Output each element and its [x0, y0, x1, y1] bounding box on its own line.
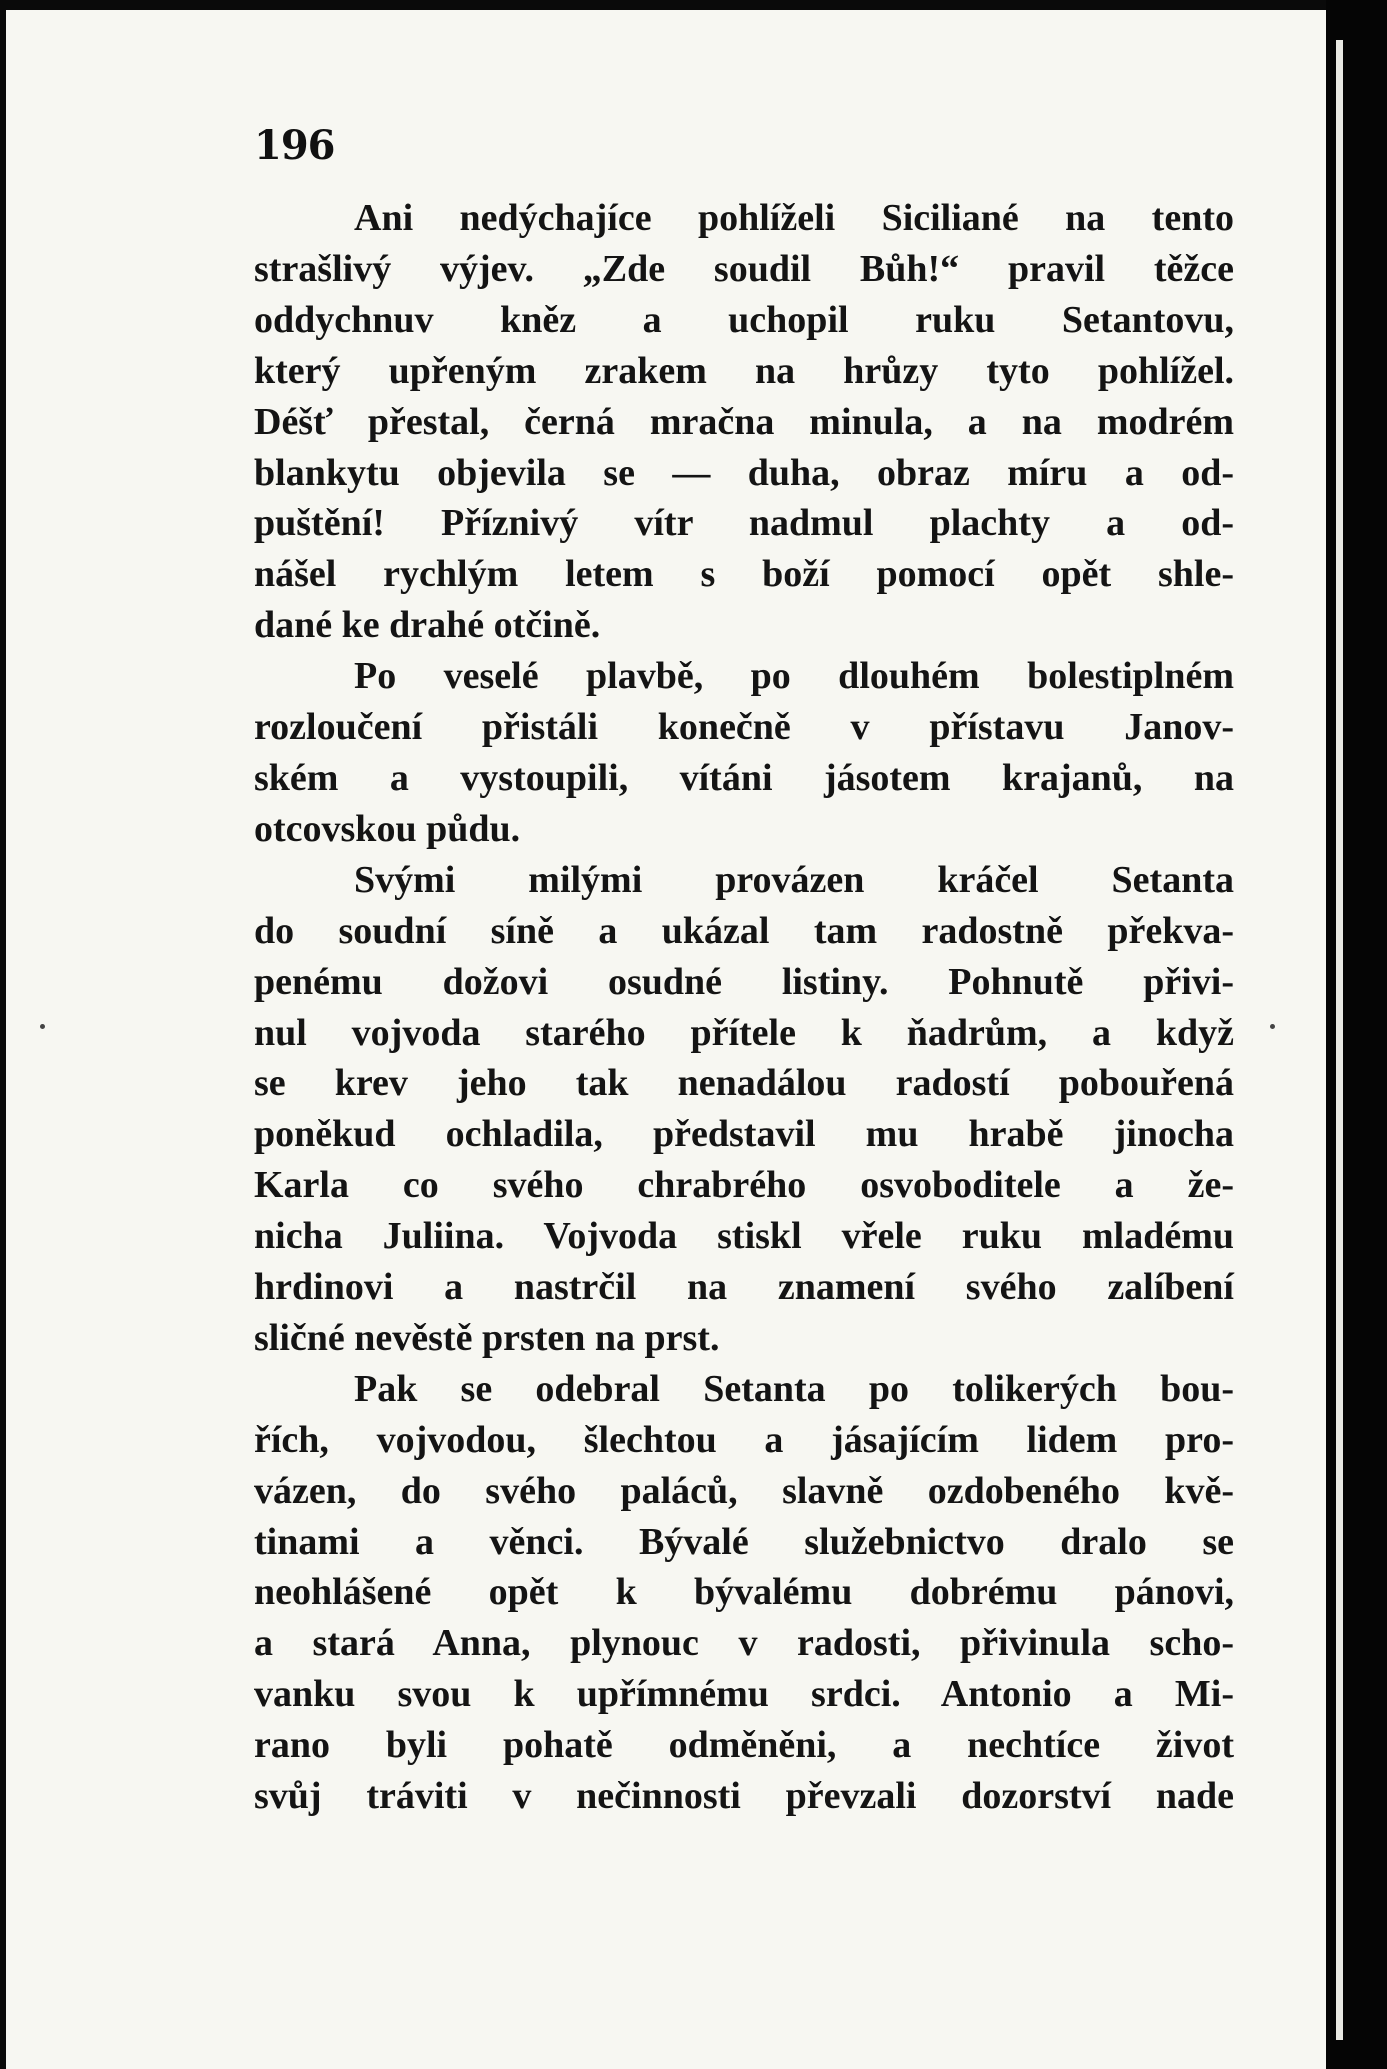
text-line: nášel rychlým letem s boží pomocí opět shle- — [254, 553, 1234, 596]
text-line: se krev jeho tak nenadálou radostí pobouřená — [254, 1062, 1234, 1105]
text-line: penému dožovi osudné listiny. Pohnutě přivi- — [254, 960, 1234, 1003]
text-line: vanku svou k upřímnému srdci. Antonio a Mi- — [254, 1673, 1234, 1716]
text-line: Svými milými provázen kráčel Setanta — [354, 858, 1234, 901]
margin-speck — [40, 1024, 45, 1029]
paragraph — [254, 651, 1234, 855]
text-line: rano byli pohatě odměněni, a nechtíce život — [254, 1724, 1234, 1767]
book-page — [6, 10, 1326, 2069]
paragraph — [254, 1364, 1234, 1822]
body-text — [254, 193, 1234, 1822]
text-line: řích, vojvodou, šlechtou a jásajícím lidem pro- — [254, 1418, 1234, 1461]
text-line: oddychnuv kněz a uchopil ruku Setantovu, — [254, 298, 1234, 341]
text-line: nicha Juliina. Vojvoda stiskl vřele ruku mladému — [254, 1215, 1234, 1258]
text-line: svůj tráviti v nečinnosti převzali dozorství nade — [254, 1775, 1234, 1818]
text-line: poněkud ochladila, představil mu hrabě jinocha — [254, 1113, 1234, 1156]
text-line: dané ke drahé otčině. — [254, 604, 601, 647]
text-line: Karla co svého chrabrého osvoboditele a že- — [254, 1164, 1234, 1207]
text-line: nul vojvoda starého přítele k ňadrům, a když — [254, 1011, 1234, 1054]
text-line: a stará Anna, plynouc v radosti, přivinula scho- — [254, 1622, 1234, 1665]
text-line: vázen, do svého paláců, slavně ozdobeného kvě- — [254, 1469, 1234, 1512]
text-line: který upřeným zrakem na hrůzy tyto pohlížel. — [254, 349, 1234, 392]
text-line: Pak se odebral Setanta po tolikerých bou- — [354, 1367, 1234, 1410]
text-line: tinami a věnci. Bývalé služebnictvo dralo se — [254, 1520, 1234, 1563]
text-line: sličné nevěstě prsten na prst. — [254, 1316, 720, 1359]
text-line: do soudní síně a ukázal tam radostně překva- — [254, 909, 1234, 952]
text-line: Po veselé plavbě, po dlouhém bolestiplném — [354, 655, 1234, 698]
text-line: hrdinovi a nastrčil na znamení svého zalíbení — [254, 1266, 1234, 1309]
page-edge — [1326, 0, 1387, 2069]
text-line: neohlášené opět k bývalému dobrému pánovi, — [254, 1571, 1234, 1614]
margin-speck — [1270, 1024, 1275, 1029]
text-line: strašlivý výjev. „Zde soudil Bůh!“ pravil těžce — [254, 247, 1234, 290]
text-line: Ani nedýchajíce pohlíželi Siciliané na tento — [354, 197, 1234, 239]
page-edge-strip — [1336, 40, 1343, 2040]
text-line: ském a vystoupili, vítáni jásotem krajanů, na — [254, 756, 1234, 799]
text-line: Déšť přestal, černá mračna minula, a na modrém — [254, 400, 1234, 443]
page-number: 196 — [254, 122, 335, 169]
paragraph — [254, 855, 1234, 1364]
paragraph — [254, 193, 1234, 651]
text-line: otcovskou půdu. — [254, 807, 521, 850]
text-line: rozloučení přistáli konečně v přístavu Janov- — [254, 706, 1234, 749]
text-line: puštění! Příznivý vítr nadmul plachty a od- — [254, 502, 1234, 545]
text-line: blankytu objevila se — duha, obraz míru a od- — [254, 451, 1234, 494]
